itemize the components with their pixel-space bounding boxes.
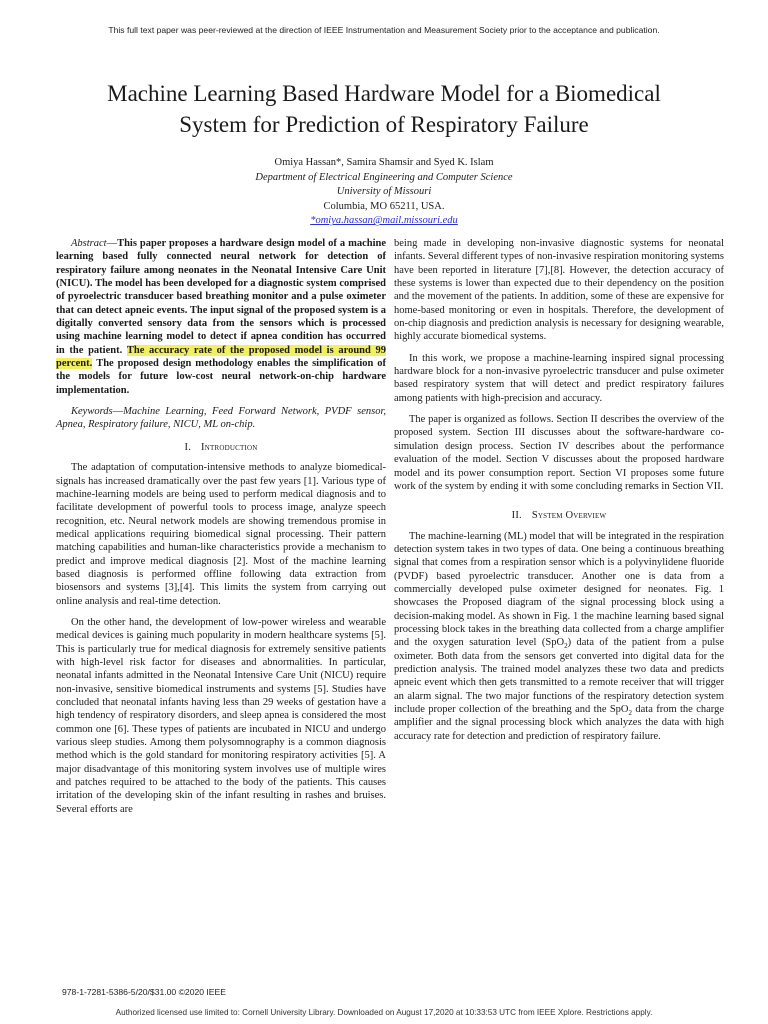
keywords-text: Machine Learning, Feed Forward Network, PVDF sensor, Apnea, Respiratory failure, NICU, ML on-chip. (56, 406, 386, 431)
keywords-label: Keywords (71, 406, 113, 418)
right-column (394, 237, 724, 743)
abstract-text: This paper proposes a hardware design model of a machine learning based fully connected neural network for detection of respiratory failure among neonates in the Neonatal Intensive Care Unit (NICU). The model has been developed for a diagnostic system comprised of pyroelectric transducer based breathing monitor and a pulse oximeter that can detect apneic events. The input signal of the proposed system is a digitally converted sensory data from the sensors which is processed using machine learning model to detect if apnea condition has occurred in the patient. (56, 238, 386, 356)
abstract-text-end: The proposed design methodology enables the simplification of the models for future low-cost neural network-on-chip hardware implementation. (56, 358, 387, 396)
peer-review-notice: This full text paper was peer-reviewed at the direction of IEEE Instrumentation and Measurement Society prior to the acceptance and publication. (108, 25, 660, 35)
section-number: II. (511, 510, 522, 522)
author-names: Omiya Hassan*, Samira Shamsir and Syed K. Islam (274, 157, 494, 168)
paper-title (40, 78, 728, 140)
author-university: University of Missouri (336, 186, 432, 198)
title-line-1: Machine Learning Based Hardware Model for a Biomedical (107, 81, 661, 106)
section-title: System Overview (531, 510, 607, 522)
intro-paragraph-3: In this work, we propose a machine-learning inspired signal processing hardware block for a non-invasive pyroelectric transducer and pulse oximeter based respiratory system that will detect and predict respiratory failures among patients with high-precision and accuracy. (394, 352, 724, 404)
abstract-dash: — (106, 238, 118, 249)
author-email-link[interactable]: *omiya.hassan@mail.missouri.edu (310, 215, 458, 227)
abstract (56, 237, 386, 397)
overview-text-b: ) data of the patient from a pulse oximeter. Both data from the sensors get converted into digital data for the prediction analysis. The trained model analyzes these two data and predicts apneic event which then gets transmitted to a remote receiver that will trigger an alarm signal. The two major functions of the respiratory detection system include proper collection of the breathing and the SpO (394, 637, 724, 715)
section-heading-system-overview (394, 509, 724, 522)
author-address: Columbia, MO 65211, USA. (323, 200, 445, 212)
keywords-dash: — (112, 406, 124, 418)
overview-text-c: data from the charge amplifier and the signal processing block which analyzes the data with high accuracy rate for detection and prediction of respiratory failure. (394, 704, 724, 742)
keywords (56, 405, 386, 432)
intro-paragraph-1: The adaptation of computation-intensive methods to analyze biomedical-signals has increased dramatically over the past few years [1]. Various type of machine-learning models are being used to perform medical diagnosis and to facilitate development of powerful tools to process image, analyze speech recognition, etc. Neural network models are showing tremendous promise in medical applications requiring biomedical signal processing. Their pattern matching capabilities and human-like characteristics provide a mechanism to predict and improve medical diagnosis [2]. Most of the machine learning based diagnosis is performed offline following data extraction from biosensors and systems [3],[4]. This limits the system from carrying out online analysis and real-time detection. (56, 462, 386, 607)
author-department: Department of Electrical Engineering and Computer Science (255, 171, 513, 183)
intro-paragraph-2-continued: being made in developing non-invasive diagnostic systems for neonatal infants. Several different types of non-invasive respiration monitoring systems have been reported in literature [7],[8]. However, the detection accuracy of these systems is lower than expected due to their dependency on the position and the movement of the patients. In addition, some of these are expensive for home-based monitoring or even in hospitals. Therefore, the development of on-chip diagnosis and prediction analysis is necessary for designing wearable, highly accurate biomedical systems. (394, 238, 724, 343)
subscript: 2 (628, 709, 633, 718)
footer-license: Authorized licensed use limited to: Cornell University Library. Downloaded on August 17,2020 at 10:33:53 UTC from IEEE Xplore. Restrictions apply. (115, 1008, 653, 1017)
abstract-highlight: The accuracy rate of the proposed model is around 99 percent. (56, 344, 386, 370)
overview-paragraph-1 (394, 530, 724, 744)
abstract-label: Abstract (71, 238, 107, 249)
left-column (56, 237, 386, 816)
section-number: I. (184, 441, 192, 453)
section-title: Introduction (201, 441, 258, 453)
intro-paragraph-2: On the other hand, the development of low-power wireless and wearable medical devices is gaining much popularity in modern healthcare systems [5]. This is particularly true for medical diagnosis for extremely sensitive patients with high-level risk factor for diseases and abnormalities. In particular, neonatal infants admitted in the Neonatal Intensive Care Unit (NICU) require non-invasive, sensitive biomedical instruments and systems [5]. Studies have concluded that neonatal infants having less than 29 weeks of gestation have a high tendency of respiratory disorders, and sleep apnea is considered the most common one [6]. These types of patients are incubated in NICU and undergo various sleep studies. Among them polysomnography is a common diagnosis method which is the gold standard for monitoring respiratory activities [5]. A major disadvantage of this monitoring system involves use of multiple wires and patches required to be attached to the body of the patients. This causes irritation of the developing skin of the infant resulting in rashes and bruises. Several efforts are (56, 616, 386, 815)
title-line-2: System for Prediction of Respiratory Failure (179, 112, 589, 137)
footer-isbn: 978-1-7281-5386-5/20/$31.00 ©2020 IEEE (62, 987, 227, 997)
section-heading-introduction (56, 441, 386, 454)
intro-paragraph-4: The paper is organized as follows. Section II describes the overview of the proposed system. Section III discusses about the software-hardware co-simulation design process. Section IV describes about the performance evaluation of the model. Section V discusses about the proposed hardware model and its power consumption report. Section VI proposes some future work of the system by ending it with some concluding remarks in Section VII. (394, 414, 724, 492)
subscript: 2 (564, 642, 568, 651)
author-block (184, 156, 584, 229)
overview-text-a: The machine-learning (ML) model that will be integrated in the respiration detection system takes in two types of data. One being a continuous breathing signal that comes from a respiration sensor which is a polyvinylidene fluoride (PVDF) based pyroelectric transducer. Another one is data from a commercially developed pulse oximeter designed for neonates. Fig. 1 showcases the Proposed diagram of the signal processing block using a decision-making model. As shown in Fig. 1 the machine learning based signal processing block takes in the breathing data collected from a charge amplifier and the oxygen saturation level (SpO (394, 530, 724, 649)
